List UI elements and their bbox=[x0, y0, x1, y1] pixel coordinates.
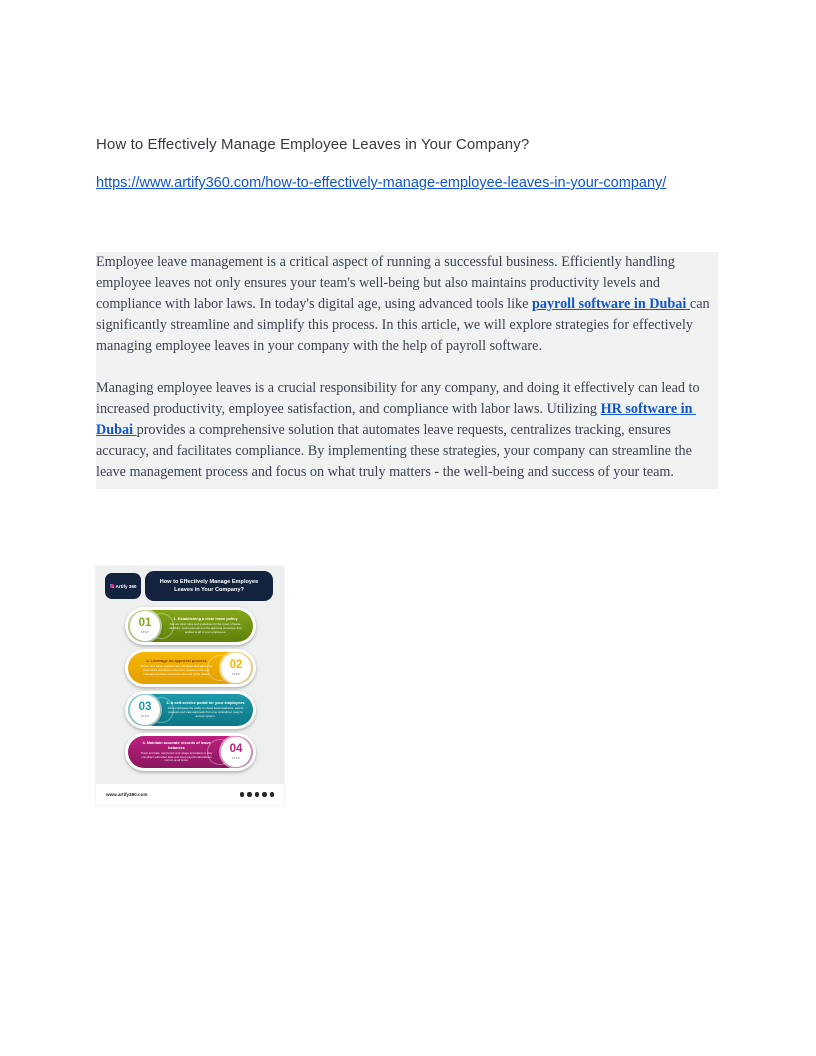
social-icon bbox=[255, 792, 260, 797]
step-4-number-badge: 04 STEP bbox=[221, 737, 251, 767]
paragraph-1-text-before: Employee leave management is a critical aspect of running a successful business. Efficiently handling employee leaves not only ensures your team's well-being but also maintains productivity levels and compliance with labor laws. In today's digital age, using advanced tools like bbox=[96, 254, 675, 312]
step-2-body: Define how leave requests are submitted and approved. Automated workflows route each request to the right manager and keep everyone informed of the status. bbox=[140, 664, 213, 676]
paragraph-2-text-after: provides a comprehensive solution that automates leave requests, centralizes tracking, ensures accuracy, and facilitates compliance. By implementing these strategies, your company can streamline the leave management process and focus on what truly matters - the well-being and success of your team. bbox=[96, 422, 692, 480]
page-title: How to Effectively Manage Employee Leaves in Your Company? bbox=[96, 136, 530, 153]
infographic-step-2 bbox=[125, 649, 256, 687]
highlighted-text-block bbox=[96, 252, 718, 489]
social-icon bbox=[270, 792, 275, 797]
paragraph-1 bbox=[96, 252, 718, 357]
step-4-body: Track accruals, carryovers and usage accurately to stay compliant with labor laws and keep payroll calculations correct at all times. bbox=[140, 750, 213, 763]
infographic-title-box bbox=[145, 571, 273, 601]
paragraph-1-text-after: can significantly streamline and simplify this process. In this article, we will explore strategies for effectively managing employee leaves in your company with the help of payroll software. bbox=[96, 296, 710, 354]
step-3-heading: 3. A self-service portal for your employees bbox=[166, 700, 245, 706]
step-4-heading: 4. Maintain accurate records of leave balances bbox=[142, 739, 211, 750]
payroll-software-link[interactable]: payroll software in Dubai bbox=[531, 296, 690, 312]
step-3-number-badge: 03 STEP bbox=[130, 695, 160, 725]
paragraph-2 bbox=[96, 378, 718, 483]
step-3-body: Give employees the ability to check leave balances, submit requests and view approvals from one centralized, easy to access system. bbox=[167, 706, 244, 718]
infographic-step-1 bbox=[125, 607, 256, 645]
step-1-body: Set out clear rules and guidelines for the types of leave, eligibility, notice periods and the approval procedure that applies to all of your employees. bbox=[169, 622, 242, 634]
infographic-step-3 bbox=[125, 691, 256, 729]
step-2-heading: 2. Leverage an approval process bbox=[146, 658, 207, 664]
step-1-number-badge: 01 STEP bbox=[130, 611, 160, 641]
social-icons-row bbox=[240, 792, 275, 797]
infographic-step-4 bbox=[125, 733, 256, 771]
paragraph-2-text-before: Managing employee leaves is a crucial responsibility for any company, and doing it effectively can lead to increased productivity, employee satisfaction, and compliance with labor laws. Utilizing bbox=[96, 380, 700, 417]
artify360-logo bbox=[105, 573, 141, 599]
infographic-footer-url: www.artify360.com bbox=[106, 792, 148, 797]
social-icon bbox=[240, 792, 245, 797]
social-icon bbox=[247, 792, 252, 797]
social-icon bbox=[262, 792, 267, 797]
artify360-logo-text: Artify 360 bbox=[115, 583, 137, 589]
infographic-title: How to Effectively Manage Employee Leaves in Your Company? bbox=[159, 578, 259, 593]
infographic-image[interactable] bbox=[96, 566, 284, 805]
artify360-logo-icon bbox=[110, 584, 114, 588]
document-url-link[interactable]: https://www.artify360.com/how-to-effectively-manage-employee-leaves-in-your-company/ bbox=[96, 175, 667, 191]
infographic-footer bbox=[96, 784, 284, 805]
hr-software-link[interactable]: HR software in Dubai bbox=[96, 401, 697, 438]
step-1-heading: 1. Establishing a clear leave policy bbox=[173, 616, 238, 622]
step-2-number-badge: 02 STEP bbox=[221, 653, 251, 683]
